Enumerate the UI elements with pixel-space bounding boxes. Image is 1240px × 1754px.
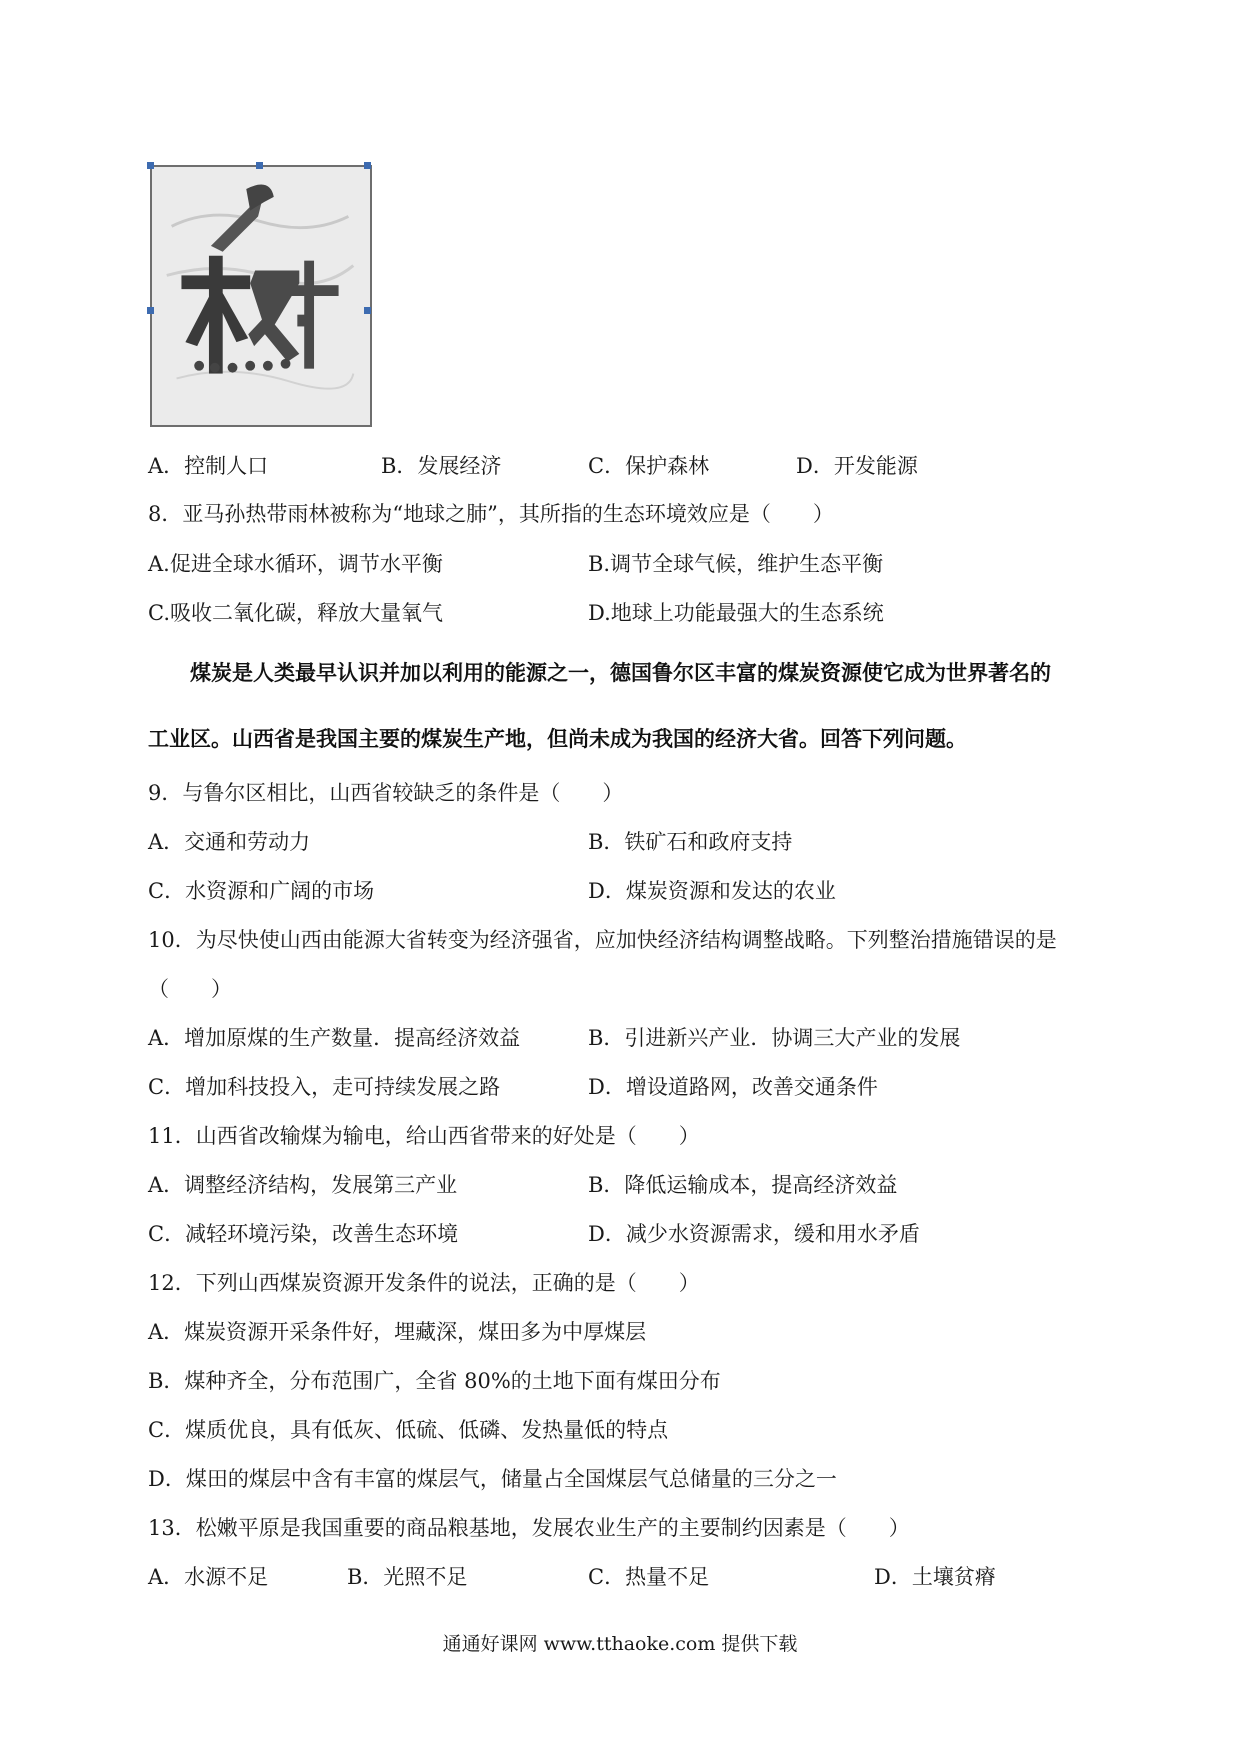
q13-option-c: C．热量不足 [588,1565,710,1589]
q10-option-b: B．引进新兴产业．协调三大产业的发展 [588,1026,961,1050]
q11-option-c: C．减轻环境污染，改善生态环境 [148,1222,459,1246]
q7-option-c: C．保护森林 [588,454,710,478]
q12-option-d: D．煤田的煤层中含有丰富的煤层气，储量占全国煤层气总储量的三分之一 [148,1467,837,1491]
q9-option-b: B．铁矿石和政府支持 [588,830,793,854]
q10-option-a: A．增加原煤的生产数量．提高经济效益 [148,1026,521,1050]
q12-option-a: A．煤炭资源开采条件好，埋藏深，煤田多为中厚煤层 [148,1320,647,1344]
q13-option-a: A．水源不足 [148,1565,269,1589]
q9-option-d: D．煤炭资源和发达的农业 [588,879,836,903]
q13-option-d: D．土壤贫瘠 [874,1565,996,1589]
q11-option-d: D．减少水资源需求，缓和用水矛盾 [588,1222,920,1246]
q13-option-b: B．光照不足 [347,1565,468,1589]
q11-option-a: A．调整经济结构，发展第三产业 [148,1173,458,1197]
q10-option-c: C．增加科技投入，走可持续发展之路 [148,1075,501,1099]
q12-stem: 12．下列山西煤炭资源开发条件的说法，正确的是（ ） [148,1271,700,1295]
q10-stem: 10．为尽快使山西由能源大省转变为经济强省，应加快经济结构调整战略。下列整治措施错误的是 [148,928,1057,952]
passage-line-2: 工业区。山西省是我国主要的煤炭生产地，但尚未成为我国的经济大省。回答下列问题。 [148,727,967,751]
q8-option-a: A.促进全球水循环，调节水平衡 [148,552,443,576]
q12-option-c: C．煤质优良，具有低灰、低硫、低磷、发热量低的特点 [148,1418,669,1442]
q9-option-c: C．水资源和广阔的市场 [148,879,375,903]
cartoon-figure[interactable] [150,165,372,427]
q12-option-b: B．煤种齐全，分布范围广，全省 80%的土地下面有煤田分布 [148,1369,721,1393]
q11-stem: 11．山西省改输煤为输电，给山西省带来的好处是（ ） [148,1124,700,1148]
q7-option-a: A．控制人口 [148,454,269,478]
cartoon-drawing [152,167,370,425]
q10-stem-continued: （ ） [148,977,232,1001]
q13-stem: 13．松嫩平原是我国重要的商品粮基地，发展农业生产的主要制约因素是（ ） [148,1516,910,1540]
q8-option-c: C.吸收二氧化碳，释放大量氧气 [148,601,443,625]
q7-option-d: D．开发能源 [796,454,918,478]
passage-line-1: 煤炭是人类最早认识并加以利用的能源之一，德国鲁尔区丰富的煤炭资源使它成为世界著名的 [190,661,1051,685]
resize-handle-middle-left[interactable] [147,307,154,314]
q8-stem: 8．亚马孙热带雨林被称为“地球之肺”，其所指的生态环境效应是（ ） [148,502,834,526]
resize-handle-middle-right[interactable] [364,307,371,314]
q8-option-d: D.地球上功能最强大的生态系统 [588,601,884,625]
q9-option-a: A．交通和劳动力 [148,830,311,854]
resize-handle-top-right[interactable] [364,162,371,169]
q9-stem: 9．与鲁尔区相比，山西省较缺乏的条件是（ ） [148,781,624,805]
q7-option-b: B．发展经济 [381,454,502,478]
resize-handle-top-left[interactable] [147,162,154,169]
q11-option-b: B．降低运输成本，提高经济效益 [588,1173,898,1197]
page-footer: 通通好课网 www.tthaoke.com 提供下载 [442,1633,798,1655]
resize-handle-top-center[interactable] [256,162,263,169]
q10-option-d: D．增设道路网，改善交通条件 [588,1075,878,1099]
q8-option-b: B.调节全球气候，维护生态平衡 [588,552,884,576]
